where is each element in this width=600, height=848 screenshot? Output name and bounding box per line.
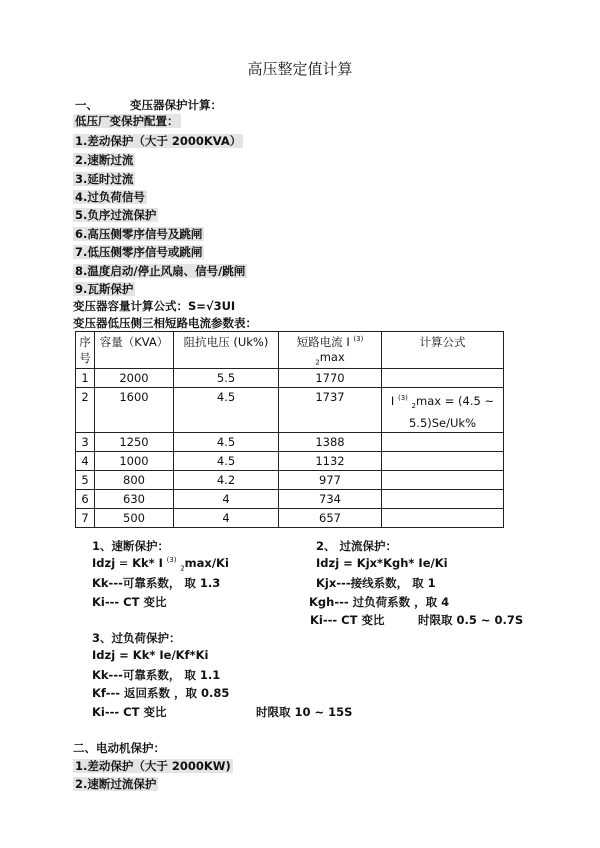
table-row bbox=[76, 509, 504, 528]
table-row bbox=[76, 471, 504, 490]
overload-time: 时限取 10 ~ 15S bbox=[256, 705, 353, 719]
overcurrent-formula: Idzj = Kjx*Kgh* Ie/Ki bbox=[316, 556, 448, 570]
cell-index: 7 bbox=[76, 509, 95, 528]
cell-capacity: 1000 bbox=[95, 452, 174, 471]
quick-break-heading: 1、速断保护： bbox=[92, 539, 170, 553]
config-title: 低压厂变保护配置： bbox=[75, 114, 179, 128]
cell-index: 6 bbox=[76, 490, 95, 509]
section2-heading: 二、电动机保护： bbox=[73, 741, 165, 755]
overcurrent-kjx: Kjx---接线系数， 取 1 bbox=[316, 576, 436, 590]
config-item: 1.差动保护（大于 2000KVA） bbox=[75, 134, 242, 148]
cell-impedance: 5.5 bbox=[174, 369, 279, 388]
config-item: 8.温度启动/停止风扇、信号/跳闸 bbox=[75, 264, 246, 278]
overcurrent-time: 时限取 0.5 ~ 0.7S bbox=[418, 613, 524, 627]
header-formula: 计算公式 bbox=[382, 332, 504, 369]
config-item: 2.速断过流 bbox=[75, 153, 134, 167]
cell-formula bbox=[382, 490, 504, 509]
cell-current: 734 bbox=[279, 490, 382, 509]
quick-break-kk: Kk---可靠系数， 取 1.3 bbox=[92, 576, 221, 590]
cell-index: 5 bbox=[76, 471, 95, 490]
cell-capacity: 800 bbox=[95, 471, 174, 490]
section1-heading bbox=[75, 97, 222, 113]
cell-impedance: 4.5 bbox=[174, 433, 279, 452]
overcurrent-heading: 2、 过流保护： bbox=[316, 539, 398, 553]
overload-ki: Ki--- CT 变比 bbox=[92, 705, 167, 719]
quick-break-ki: Ki--- CT 变比 bbox=[92, 595, 167, 609]
table-row bbox=[76, 490, 504, 509]
cell-impedance: 4.5 bbox=[174, 388, 279, 433]
cell-formula bbox=[382, 452, 504, 471]
cell-capacity: 1250 bbox=[95, 433, 174, 452]
cell-impedance: 4 bbox=[174, 490, 279, 509]
header-impedance: 阻抗电压 (Uk%) bbox=[174, 332, 279, 369]
cell-capacity: 500 bbox=[95, 509, 174, 528]
cell-current: 1737 bbox=[279, 388, 382, 433]
overload-kk: Kk---可靠系数， 取 1.1 bbox=[92, 668, 221, 682]
table-row bbox=[76, 369, 504, 388]
cell-current: 1770 bbox=[279, 369, 382, 388]
config-item: 3.延时过流 bbox=[75, 172, 134, 186]
overcurrent-ki: Ki--- CT 变比 bbox=[310, 613, 385, 627]
cell-capacity: 2000 bbox=[95, 369, 174, 388]
cell-formula bbox=[382, 369, 504, 388]
config-item: 7.低压侧零序信号或跳闸 bbox=[75, 245, 203, 259]
cell-formula: I $^{(3)}$ $_2$max = (4.5 ~ 5.5)Se/Uk% bbox=[382, 388, 504, 433]
cell-formula bbox=[382, 433, 504, 452]
cell-impedance: 4 bbox=[174, 509, 279, 528]
config-item: 9.瓦斯保护 bbox=[75, 282, 134, 296]
page-title: 高压整定值计算 bbox=[247, 60, 353, 78]
quick-break-formula: Idzj = Kk* I $^{(3)}$ $_2$max/Ki bbox=[92, 556, 229, 573]
section1-number: 一、 bbox=[75, 98, 98, 112]
cell-impedance: 4.5 bbox=[174, 452, 279, 471]
table-title: 变压器低压侧三相短路电流参数表： bbox=[73, 316, 257, 330]
cell-formula bbox=[382, 509, 504, 528]
cell-impedance: 4.2 bbox=[174, 471, 279, 490]
config-item: 4.过负荷信号 bbox=[75, 190, 145, 204]
header-index: 序号 bbox=[76, 332, 95, 369]
capacity-formula: 变压器容量计算公式：S=√3UI bbox=[73, 299, 236, 313]
cell-capacity: 1600 bbox=[95, 388, 174, 433]
cell-formula bbox=[382, 471, 504, 490]
motor-item: 1.差动保护（大于 2000KW) bbox=[75, 759, 231, 773]
table-row bbox=[76, 433, 504, 452]
table-row bbox=[76, 452, 504, 471]
table-header-row bbox=[76, 332, 504, 369]
cell-current: 1388 bbox=[279, 433, 382, 452]
cell-index: 2 bbox=[76, 388, 95, 433]
header-short-current: 短路电流 I $^{(3)}$ $_2$max bbox=[279, 332, 382, 369]
overcurrent-kgh: Kgh--- 过负荷系数 ，取 4 bbox=[309, 595, 450, 609]
cell-current: 657 bbox=[279, 509, 382, 528]
overload-kf: Kf--- 返回系数 ，取 0.85 bbox=[92, 686, 230, 700]
section1-title: 变压器保护计算： bbox=[130, 98, 222, 112]
cell-current: 977 bbox=[279, 471, 382, 490]
motor-item: 2.速断过流保护 bbox=[75, 777, 157, 791]
header-capacity: 容量（KVA） bbox=[95, 332, 174, 369]
cell-capacity: 630 bbox=[95, 490, 174, 509]
cell-current: 1132 bbox=[279, 452, 382, 471]
cell-index: 3 bbox=[76, 433, 95, 452]
overload-heading: 3、过负荷保护： bbox=[92, 631, 181, 645]
table-row bbox=[76, 388, 504, 433]
cell-index: 1 bbox=[76, 369, 95, 388]
overload-formula: Idzj = Kk* Ie/Kf*Ki bbox=[92, 648, 209, 662]
short-circuit-table bbox=[75, 331, 504, 528]
cell-index: 4 bbox=[76, 452, 95, 471]
config-item: 6.高压侧零序信号及跳闸 bbox=[75, 227, 203, 241]
config-item: 5.负序过流保护 bbox=[75, 208, 157, 222]
